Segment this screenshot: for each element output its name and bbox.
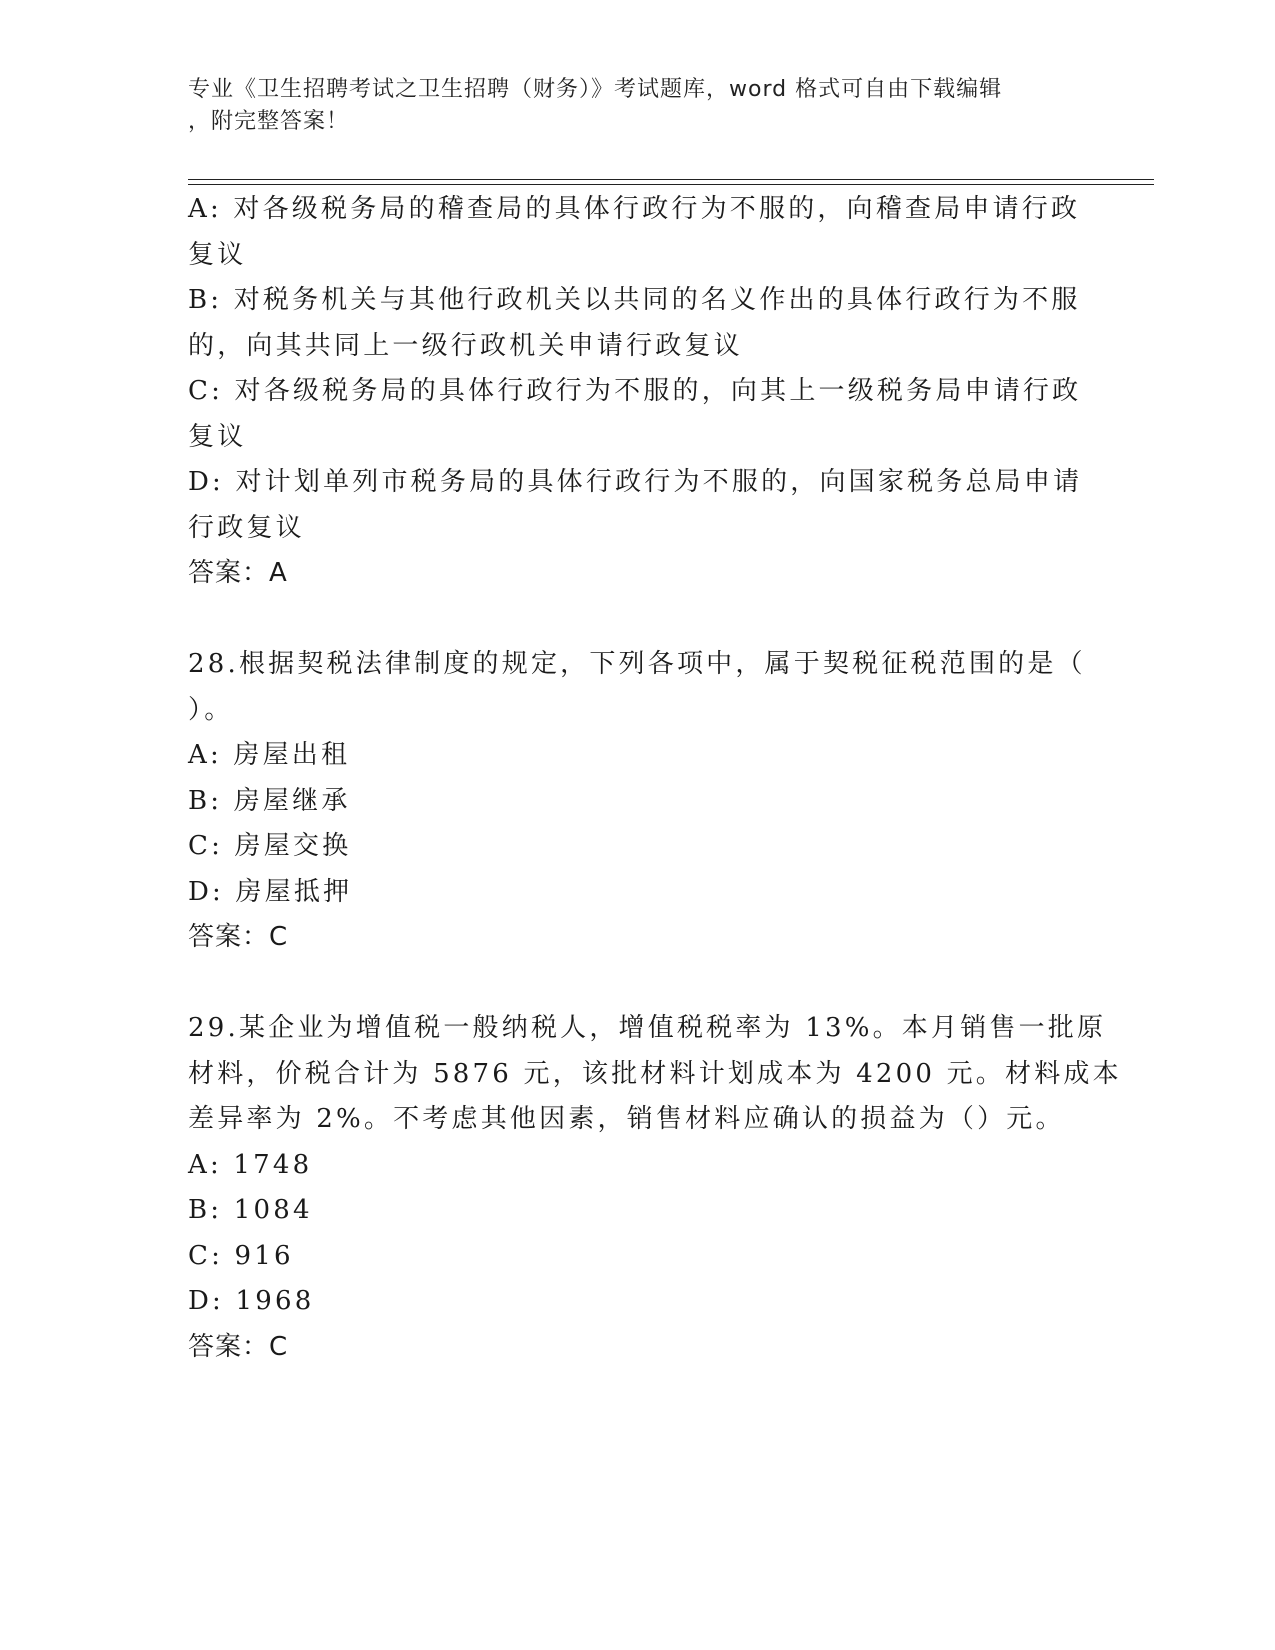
q27-option-b-line2: 的，向其共同上一级行政机关申请行政复议 [188,330,743,361]
q27-answer: 答案：A [188,558,288,588]
q27-option-d-line1: D: 对计划单列市税务局的具体行政行为不服的，向国家税务总局申请 [188,467,1083,497]
q29-answer: 答案：C [188,1331,289,1362]
q29-option-a: A: 1748 [188,1149,313,1180]
q28-option-b: B: 房屋继承 [188,785,351,816]
q27-option-a-line1: A: 对各级税务局的稽查局的具体行政行为不服的，向稽查局申请行政 [188,194,1081,224]
question-28 [188,642,1086,961]
q27-option-b-line1: B: 对税务机关与其他行政机关以共同的名义作出的具体行政行为不服 [188,285,1081,315]
spacer [188,961,1068,1007]
q29-option-d: D: 1968 [188,1286,315,1316]
q29-stem-line3: 差异率为 2%。不考虑其他因素，销售材料应确认的损益为（）元。 [188,1104,1065,1134]
q28-answer: 答案：C [188,922,289,952]
q29-stem-line2: 材料，价税合计为 5876 元，该批材料计划成本为 4200 元。材料成本 [188,1058,1122,1089]
q28-stem-line2: ）。 [188,694,234,725]
q29-option-b: B: 1084 [188,1195,313,1225]
spacer [188,597,1068,643]
q27-option-c-line1: C: 对各级税务局的具体行政行为不服的，向其上一级税务局申请行政 [188,376,1082,406]
q28-option-d: D: 房屋抵押 [188,876,353,907]
q29-option-c: C: 916 [188,1240,294,1271]
document-header [188,74,1088,138]
header-line-2: ，附完整答案！ [188,109,350,134]
q28-stem-line1: 28.根据契税法律制度的规定，下列各项中，属于契税征税范围的是（ [188,649,1086,679]
q28-option-a: A: 房屋出租 [188,740,351,770]
header-divider-bottom [188,184,1154,185]
question-27 [188,187,1083,597]
question-content [188,187,1122,1370]
header-divider-top [188,179,1154,180]
q27-option-a-line2: 复议 [188,239,247,270]
q29-stem-line1: 29.某企业为增值税一般纳税人，增值税税率为 13%。本月销售一批原 [188,1013,1107,1043]
question-29 [188,1006,1122,1370]
header-line-1: 专业《卫生招聘考试之卫生招聘（财务）》考试题库，word 格式可自由下载编辑 [188,77,1003,102]
q27-option-d-line2: 行政复议 [188,512,305,543]
q27-option-c-line2: 复议 [188,421,247,452]
q28-option-c: C: 房屋交换 [188,831,352,861]
